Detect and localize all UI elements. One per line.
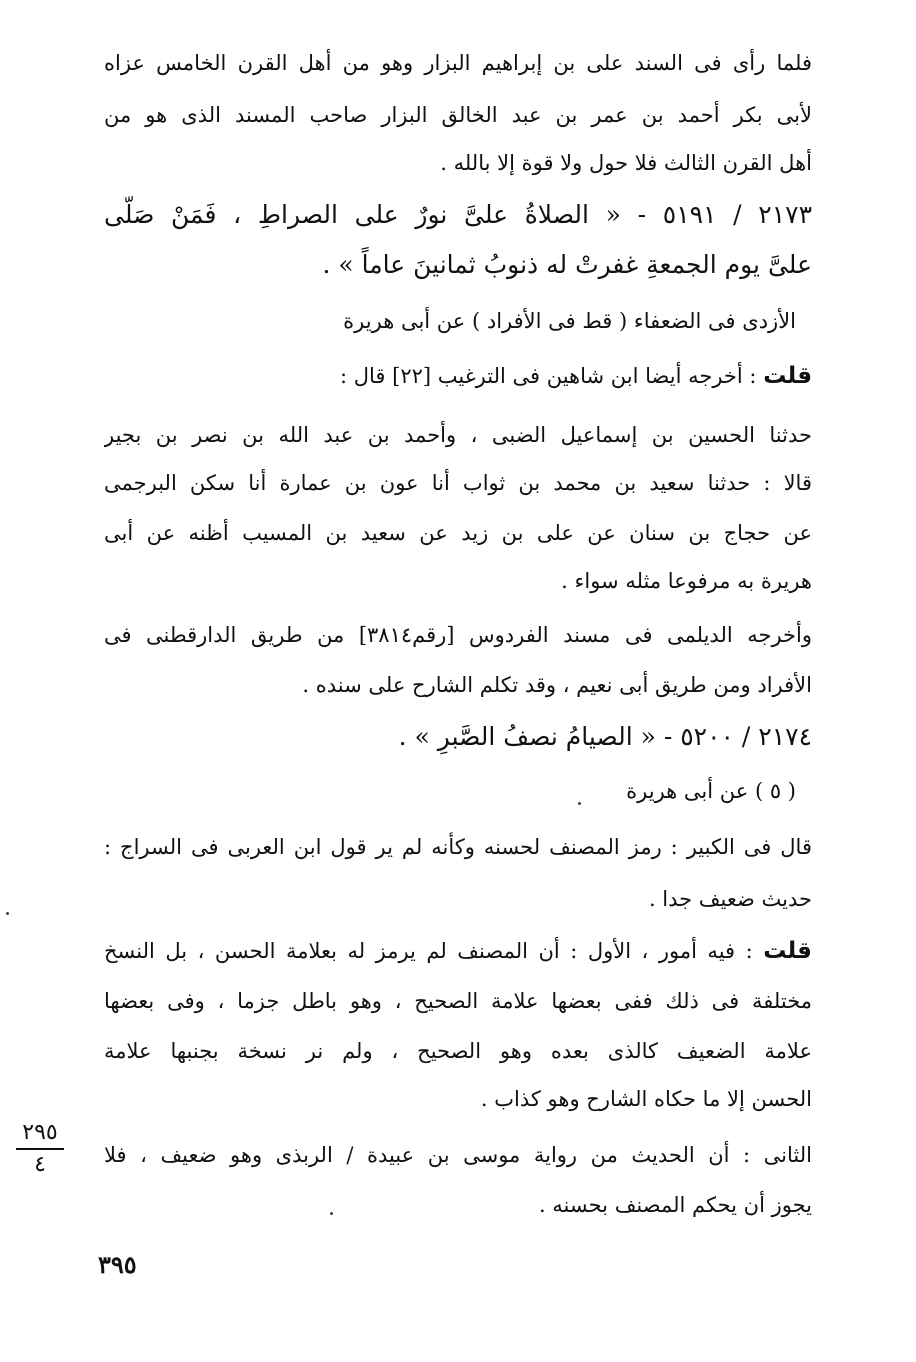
- qultu-paragraph-1: قلت : أخرجه أيضا ابن شاهين فى الترغيب [٢٢] قال :: [339, 363, 812, 389]
- text-line-17: حديث ضعيف جدا .: [648, 887, 812, 911]
- text-line-23: يجوز أن يحكم المصنف بحسنه .: [538, 1193, 812, 1217]
- text-line-21: الحسن إلا ما حكاه الشارح وهو كذاب .: [480, 1087, 812, 1111]
- margin-reference-bottom: ٤: [34, 1152, 46, 1177]
- text-line-9: قالا : حدثنا سعيد بن محمد بن ثواب أنا عون بن عمارة أنا سكن البرجمى: [104, 471, 812, 495]
- hadith-2173-line-1: ٢١٧٣ / ٥١٩١ - « الصلاةُ علىَّ نورٌ على الصراطِ ، فَمَنْ صَلَّى: [104, 200, 812, 229]
- text-line-11: هريرة به مرفوعا مثله سواء .: [561, 569, 812, 593]
- qultu-text-2: فيه أمور ، الأول : أن المصنف لم يرمز له بعلامة الحسن ، بل النسخ: [104, 939, 736, 963]
- text-line-16: قال فى الكبير : رمز المصنف لحسنه وكأنه لم ير قول ابن العربى فى السراج :: [104, 835, 812, 859]
- text-line-22: الثانى : أن الحديث من رواية موسى بن عبيدة / الربذى وهو ضعيف ، فلا: [104, 1143, 812, 1167]
- hadith-2173-source: الأزدى فى الضعفاء ( قط فى الأفراد ) عن أبى هريرة: [343, 309, 796, 333]
- text-line-2: لأبى بكر أحمد بن عمر بن عبد الخالق البزار صاحب المسند الذى هو من: [104, 103, 812, 127]
- text-line-3: أهل القرن الثالث فلا حول ولا قوة إلا بالله .: [440, 151, 812, 175]
- hadith-2174: ٢١٧٤ / ٥٢٠٠ - « الصيامُ نصفُ الصَّبرِ » .: [398, 722, 812, 751]
- qultu-text-1: أخرجه أيضا ابن شاهين فى الترغيب [٢٢] قال :: [339, 364, 743, 388]
- text-line-13: الأفراد ومن طريق أبى نعيم ، وقد تكلم الشارح على سنده .: [302, 673, 812, 697]
- qultu-label-2: قلت: [763, 938, 812, 964]
- qultu-paragraph-2: قلت : فيه أمور ، الأول : أن المصنف لم يرمز له بعلامة الحسن ، بل النسخ: [104, 938, 812, 964]
- margin-reference: [16, 1120, 64, 1178]
- print-speck: [6, 912, 9, 915]
- text-line-1: فلما رأى فى السند على بن إبراهيم البزار وهو من أهل القرن الخامس عزاه: [104, 51, 812, 75]
- page-number: ٣٩٥: [98, 1250, 137, 1279]
- text-line-19: مختلفة فى ذلك ففى بعضها علامة الصحيح ، وهو باطل جزما ، وفى بعضها: [104, 989, 812, 1013]
- print-speck: [578, 802, 581, 805]
- hadith-2173-line-2: علىَّ يوم الجمعةِ غفرتْ له ذنوبُ ثمانينَ عاماً » .: [322, 250, 812, 279]
- text-line-8: حدثنا الحسين بن إسماعيل الضبى ، وأحمد بن عبد الله بن نصر بن بجير: [104, 423, 812, 447]
- qultu-label: قلت: [763, 363, 812, 389]
- print-speck: [330, 1212, 333, 1215]
- hadith-2174-source: ( ٥ ) عن أبى هريرة: [626, 779, 796, 803]
- text-line-12: وأخرجه الديلمى فى مسند الفردوس [رقم٣٨١٤] من طريق الدارقطنى فى: [104, 623, 812, 647]
- text-line-20: علامة الضعيف كالذى بعده وهو الصحيح ، ولم نر نسخة بجنبها علامة: [104, 1039, 812, 1063]
- margin-reference-top: ٢٩٥: [16, 1120, 64, 1150]
- text-line-10: عن حجاج بن سنان عن على بن زيد عن سعيد بن المسيب أظنه عن أبى: [104, 521, 812, 545]
